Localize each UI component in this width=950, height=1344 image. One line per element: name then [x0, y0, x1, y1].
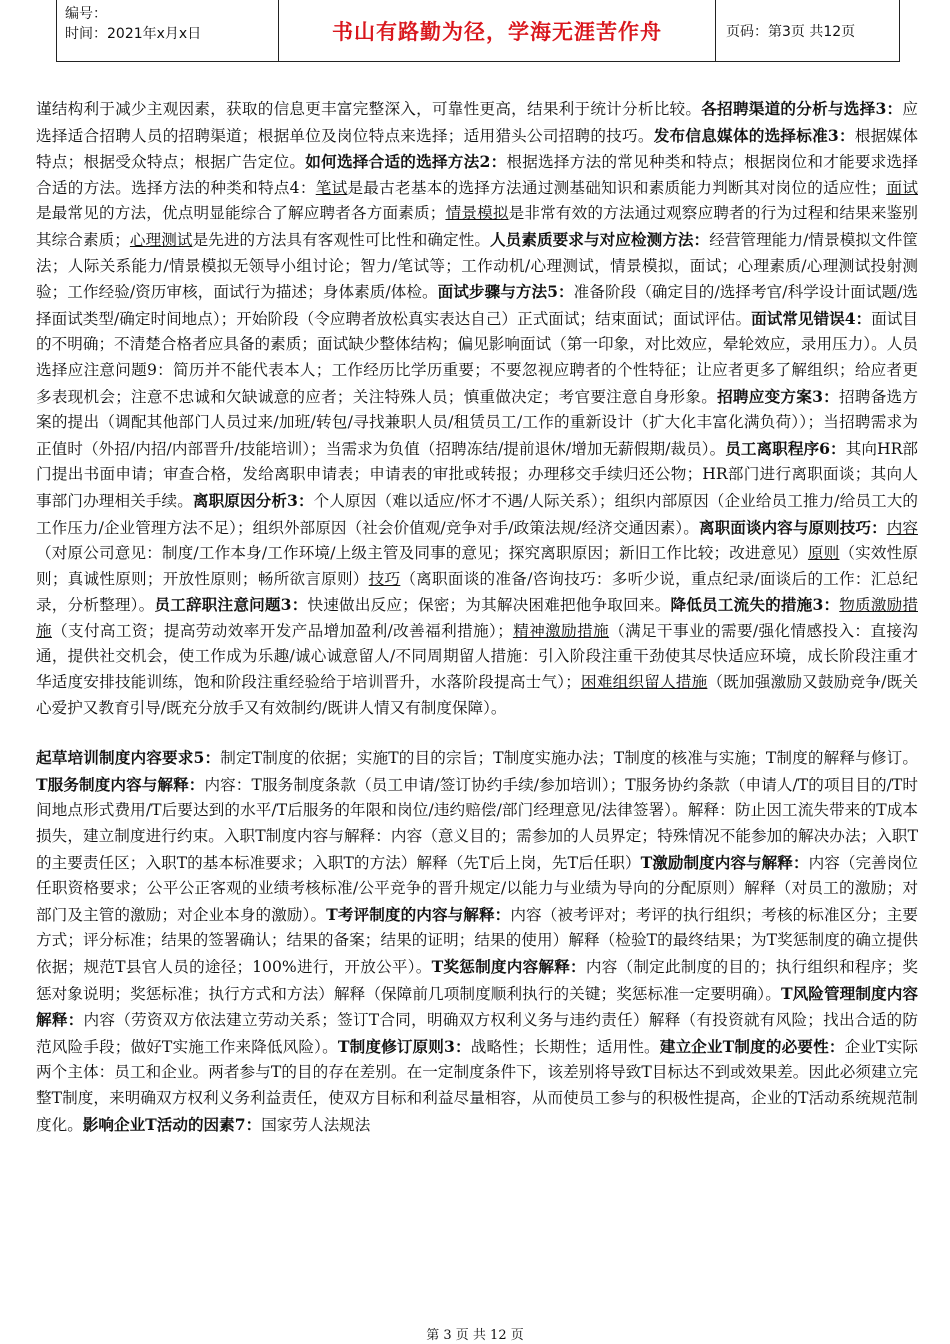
body-text: 国家劳人法规法: [261, 1115, 371, 1134]
underlined-term: 精神激励措施: [512, 621, 610, 640]
section-heading: 离职面谈内容与原则技巧：: [698, 517, 887, 537]
section-heading: T制度修订原则3：: [337, 1036, 471, 1056]
page-footer: 第 3 页 共 12 页: [426, 1328, 524, 1343]
body-text: （支付高工资；提高劳动效率开发产品增加盈利/改善福利措施）；: [51, 621, 513, 640]
page-header: [56, 0, 900, 62]
section-heading: 发布信息媒体的选择标准3：: [653, 125, 855, 145]
body-text: 面试目的不明确；不清楚合格者应具备的素质；面试缺少整体结构；偏见影响面试（第一印象，对比效应，晕轮效应，录用压力）。人员选择应注意问题9：简历并不能代表本人；工作经历比学历重要；不要忽视应聘者的个性特征；让应者更多了解组织；给应者更多表现机会；注意不忠诚和欠缺诚意的应者；关注特殊人员；慎重做决定；考官要注意自身形象。: [36, 309, 918, 406]
body-text: 内容（完善岗位任职资格要求；公平公正客观的业绩考核标准/公平竞争的晋升规定/以能力与业绩为导向的分配原则）解释（对员工的激励；对部门及主管的激励；对企业本身的激励）。: [36, 853, 918, 924]
section-heading: 员工辞职注意问题3：: [154, 595, 308, 615]
body-text: 招聘备选方案的提出（调配其他部门人员过来/加班/转包/寻找兼职人员/租赁员工/工作的重新设计（扩大化丰富化满负荷））；当招聘需求为正值时（外招/内招/内部晋升/技能培训）；当需求为负值（招聘冻结/提前退休/增加无薪假期/裁员）。: [36, 387, 918, 458]
body-text: 是最古老基本的选择方法通过测基础知识和素质能力判断其对岗位的适应性；: [347, 178, 887, 197]
section-heading: 各招聘渠道的分析与选择3：: [701, 99, 903, 118]
body-text: 个人原因（难以适应/怀才不遇/人际关系）；组织内部原因（企业给员工推力/给员工大的工作压力/企业管理方法不足）；组织外部原因（社会价值观/竞争对手/政策法规/经济交通因素）。: [36, 491, 918, 537]
body-text: （满足干事业的需要/强化情感投入：直接沟通，提供社交机会，使工作成为乐趣/诚心诚意留人/不同周期留人措施：引入阶段注重干劲使其尽快适应环境，成长阶段注重才华适度安排技能训练，饱和阶段注重经验给于培训晋升，水落阶段提高士气）；: [36, 621, 918, 692]
section-heading: 如何选择合适的选择方法2：: [305, 152, 507, 172]
underlined-term: 内容: [886, 518, 918, 537]
body-text: 内容（被考评对；考评的执行组织；考核的标准区分；主要方式；评分标准；结果的签署确认；结果的备案；结果的证明；结果的使用）解释（检验T的最终结果；为T奖惩制度的确立提供依据；规范T县官人员的途径；100%进行，开放公平）。: [36, 905, 918, 976]
body-text: 是先进的方法具有客观性可比性和确定性。: [192, 230, 491, 249]
underlined-term: 物质激励措施: [36, 596, 918, 640]
document-body: [36, 96, 918, 1138]
paragraph-recruitment: [36, 96, 918, 721]
header-meta: [57, 0, 279, 61]
section-heading: 起草培训制度内容要求5：: [36, 748, 221, 768]
section-heading: 降低员工流失的措施3：: [670, 595, 840, 615]
underlined-term: 技巧: [368, 569, 401, 588]
section-heading: 招聘应变方案3：: [717, 386, 840, 406]
body-text: 根据选择方法的常见种类和特点；根据岗位和才能要求选择合适的方法。选择方法的种类和特点4：: [36, 153, 918, 197]
underlined-term: 面试: [886, 178, 918, 197]
body-text: 战略性；长期性；适用性。: [470, 1037, 660, 1056]
body-text: 内容（劳资双方依法建立劳动关系；签订T合同，明确双方权利义务与违约责任）解释（有投资就有风险；找出合适的防范风险手段；做好T实施工作来降低风险）。: [36, 1011, 918, 1056]
section-heading: T激励制度内容与解释：: [640, 852, 809, 872]
body-text: 制定T制度的依据；实施T的目的宗旨；T制度实施办法；T制度的核准与实施；T制度的解释与修订。: [220, 749, 918, 768]
section-heading: 面试步骤与方法5：: [437, 282, 574, 302]
section-heading: T风险管理制度内容解释：: [36, 983, 918, 1030]
section-heading: 员工离职程序6：: [725, 438, 846, 458]
section-heading: 人员素质要求与对应检测方法：: [490, 229, 710, 249]
underlined-term: 情景模拟: [445, 204, 509, 223]
body-text: 内容（制定此制度的目的；执行组织和程序；奖惩对象说明；奖惩标准；执行方式和方法）解释（保障前几项制度顺利执行的关键；奖惩标准一定要明确）。: [36, 958, 918, 1003]
body-text: （实效性原则；真诚性原则；开放性原则；畅所欲言原则）: [36, 544, 918, 588]
body-text: （对原公司意见：制度/工作本身/工作环境/上级主管及同事的意见；探究离职原因；新旧工作比较；改进意见）: [36, 544, 808, 563]
header-motto: 书山有路勤为径，学海无涯苦作舟: [279, 0, 716, 61]
section-heading: 影响企业T活动的因素7：: [82, 1114, 262, 1134]
body-text: 内容：T服务制度条款（员工申请/签订协约手续/参加培训）；T服务协约条款（申请人/T的项目目的/T时间地点形式费用/T后要达到的水平/T后服务的年限和岗位/违约赔偿/部门经理意见/法律签署）。解释：防止因工流失带来的T成本损失，建立制度进行约束。入职T制度内容与解释：内容（意义目的；需参加的人员界定；特殊情况不能参加的解决办法；入职T的主要责任区；入职T的基本标准要求；入职T的方法）解释（先T后上岗，先T后任职）: [36, 775, 918, 872]
paragraph-training-system: [36, 745, 918, 1138]
section-heading: T考评制度的内容与解释：: [326, 904, 511, 924]
section-heading: T服务制度内容与解释：: [36, 774, 205, 794]
header-page-label: 页码：第3页 共12页: [726, 23, 856, 40]
doc-time-label: 时间：2021年x月x日: [65, 26, 202, 42]
body-text: 准备阶段（确定目的/选择考官/科学设计面试题/选择面试类型/确定时间地点）；开始阶段（令应聘者放松真实表达自己）正式面试；结束面试；面试评估。: [36, 283, 918, 328]
body-text: 其向HR部门提出书面申请；审查合格，发给离职申请表；申请表的审批或转报；办理移交手续归还公物；HR部门进行离职面谈；其向人事部门办理相关手续。: [36, 439, 918, 510]
section-heading: 离职原因分析3：: [192, 490, 314, 510]
body-text: （离职面谈的准备/咨询技巧：多听少说，重点纪录/面谈后的工作：汇总纪录，分析整理）。: [36, 569, 918, 615]
underlined-term: 笔试: [315, 178, 348, 197]
body-text: 经营管理能力/情景模拟文件筐法；人际关系能力/情景模拟无领导小组讨论；智力/笔试等；工作动机/心理测试，情景模拟，面试；心理素质/心理测试投射测验；工作经验/资历审核，面试行为描述；身体素质/体检。: [36, 230, 918, 302]
body-text: 快速做出反应；保密；为其解决困难把他争取回来。: [307, 596, 671, 615]
section-heading: 建立企业T制度的必要性：: [659, 1036, 845, 1056]
body-text: 根据媒体特点；根据受众特点；根据广告定位。: [36, 126, 918, 172]
body-text: 企业T实际两个主体：员工和企业。两者参与T的目的存在差别。在一定制度条件下，该差别将导致T目标达不到或效果差。因此必须建立完整T制度，来明确双方权利义务利益责任，使双方目标和利益尽量相容，从而使员工参与的积极性提高，企业的T活动系统规范制度化。: [36, 1037, 918, 1134]
section-heading: 面试常见错误4：: [751, 308, 872, 328]
body-text: 是最常见的方法，优点明显能综合了解应聘者各方面素质；: [36, 204, 446, 223]
body-text: 是非常有效的方法通过观察应聘者的行为过程和结果来鉴别其综合素质；: [36, 204, 918, 249]
doc-number-label: 编号：: [65, 6, 107, 22]
body-text: （既加强激励又鼓励竞争/既关心爱护又教育引导/既充分放手又有效制约/既讲人情又有制度保障）。: [36, 673, 918, 717]
body-text: 应选择适合招聘人员的招聘渠道；根据单位及岗位特点来选择；适用猎头公司招聘的技巧。: [36, 100, 918, 145]
underlined-term: 困难组织留人措施: [580, 673, 708, 692]
body-text: 谨结构利于减少主观因素，获取的信息更丰富完整深入，可靠性更高，结果利于统计分析比较。: [36, 100, 702, 118]
underlined-term: 心理测试: [129, 230, 193, 249]
section-heading: T奖惩制度内容解释：: [431, 957, 586, 976]
underlined-term: 原则: [807, 544, 840, 563]
